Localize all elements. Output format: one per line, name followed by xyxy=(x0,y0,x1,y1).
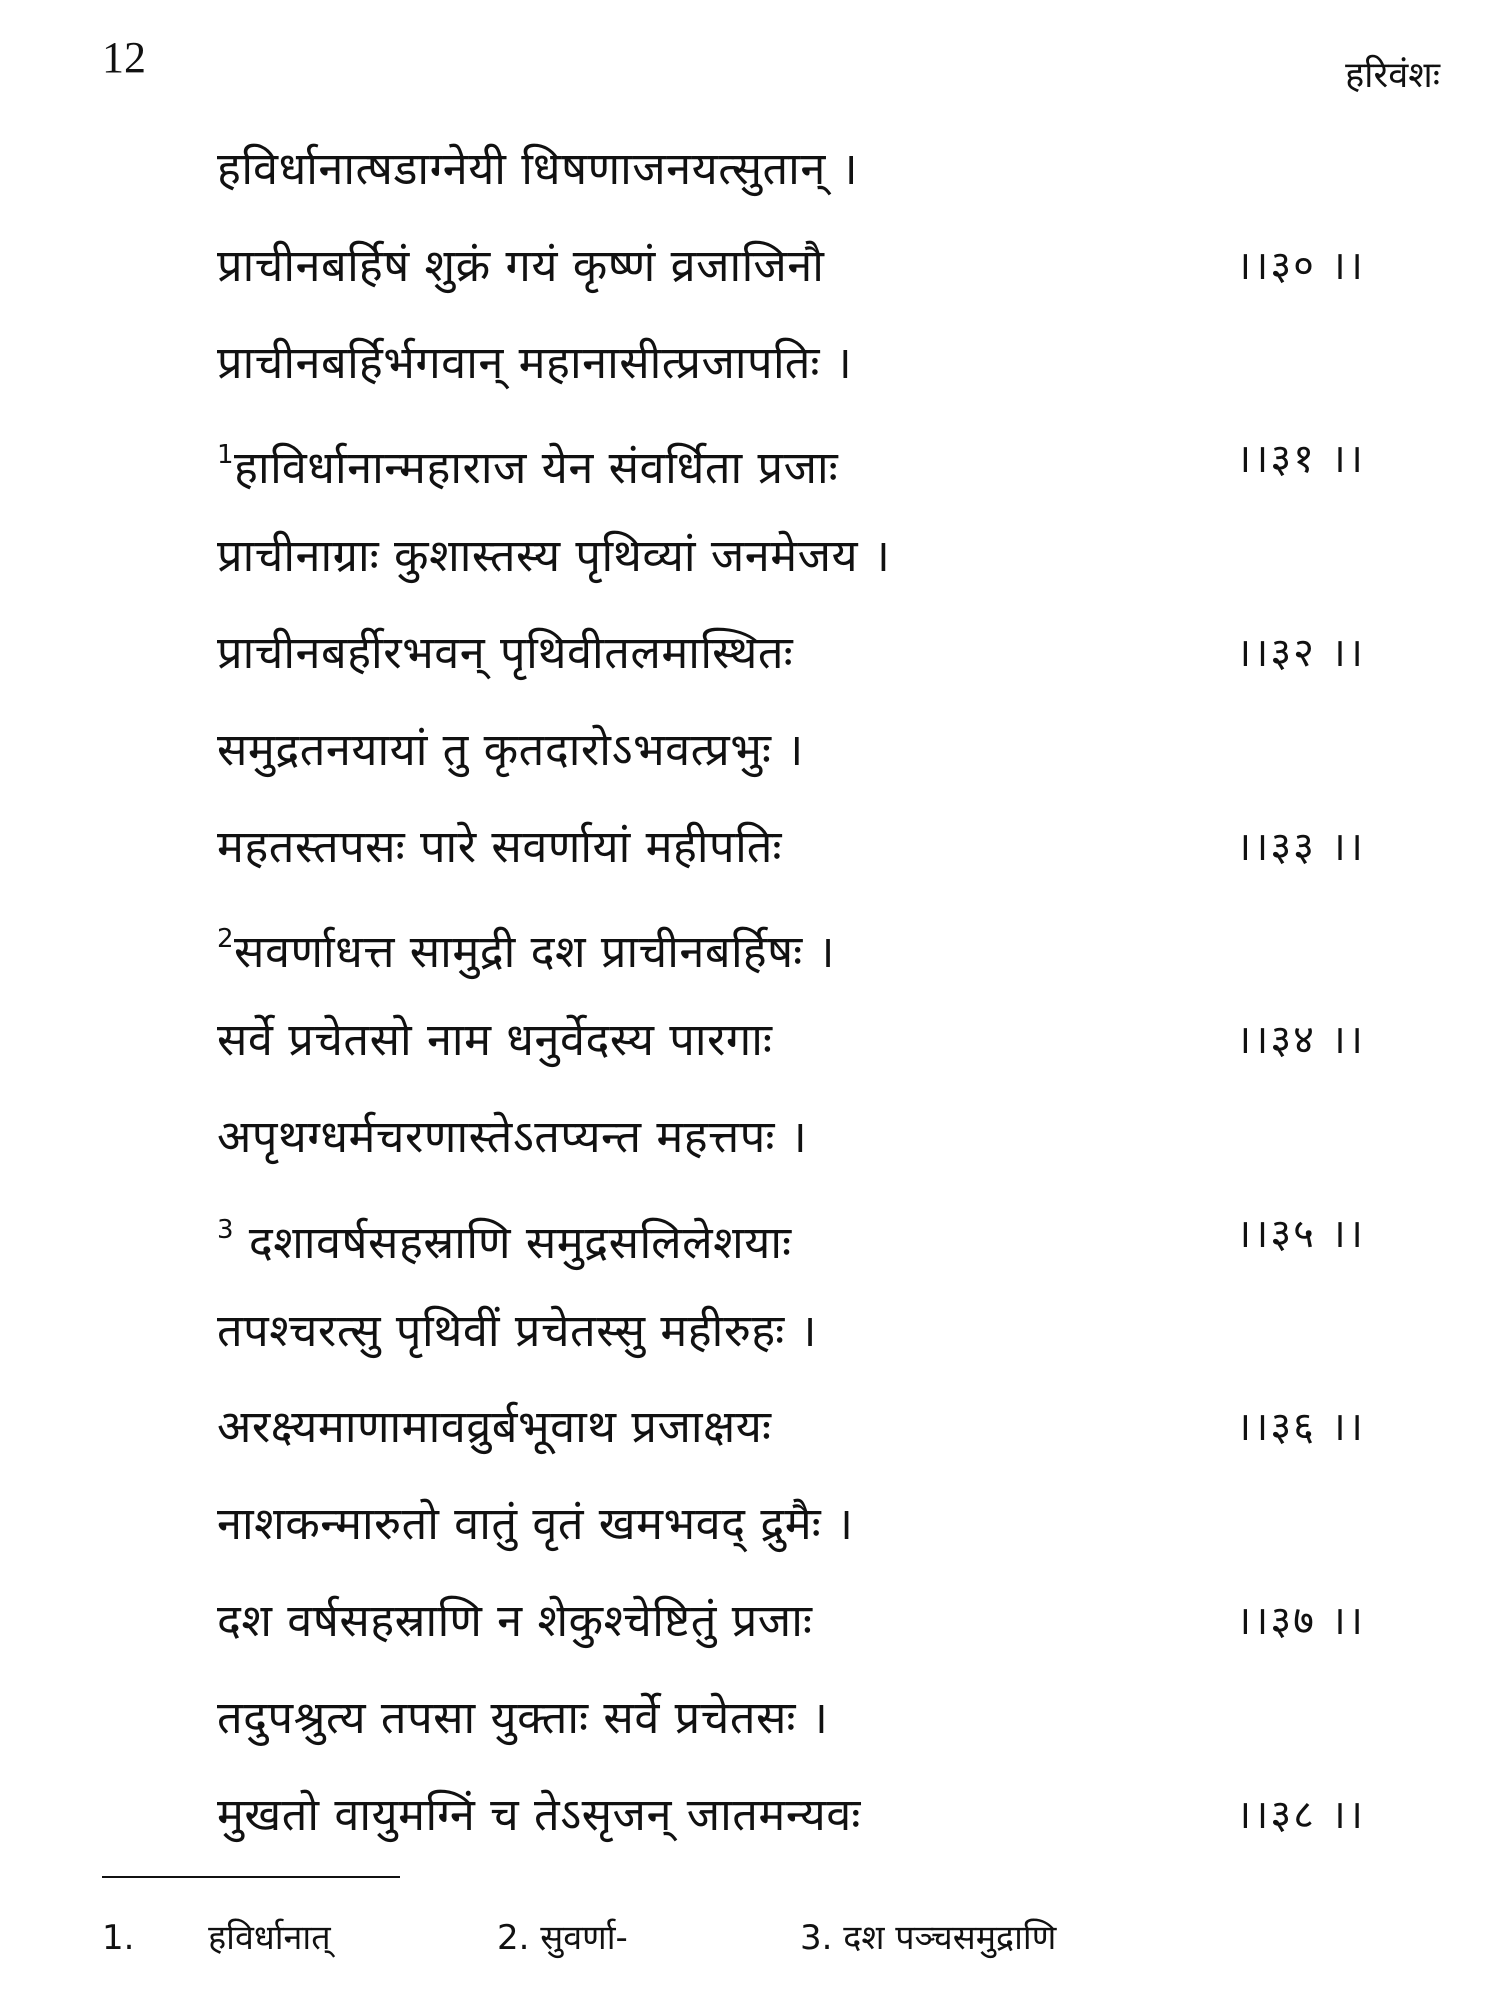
verse-line xyxy=(217,1105,1417,1202)
footnote-text: दश पञ्चसमुद्राणि xyxy=(843,1918,1057,1958)
footnotes xyxy=(102,1912,1402,1972)
verse-line xyxy=(217,524,1417,621)
verse-number: ।।३३ ।। xyxy=(1236,823,1365,870)
verse-number: ।।३८ ।। xyxy=(1236,1791,1365,1838)
page-number: 12 xyxy=(102,33,146,82)
footnote-text: सुवर्णा- xyxy=(540,1918,628,1958)
verse-block xyxy=(217,137,1417,1879)
footnote-item xyxy=(800,1912,1056,1964)
footnote-rule xyxy=(102,1876,400,1878)
verse-line xyxy=(217,234,1417,331)
verse-line xyxy=(217,1008,1417,1105)
verse-line xyxy=(217,718,1417,815)
verse-line xyxy=(217,331,1417,428)
verse-number: ।।३६ ।। xyxy=(1236,1404,1365,1451)
verse-line-text: $^1$हाविर्धानान्महाराज येन संवर्धिता प्रजाः xyxy=(217,440,839,495)
footnote-marker: 2 xyxy=(217,924,235,955)
verse-line-text: अपृथग्धर्मचरणास्तेऽतप्यन्त महत्तपः । xyxy=(217,1109,808,1163)
footnote-item xyxy=(102,1912,331,1964)
verse-line-text: अरक्ष्यमाणामावव्रुर्बभूवाथ प्रजाक्षयः xyxy=(217,1400,772,1454)
verse-number: ।।३१ ।। xyxy=(1236,436,1365,483)
verse-line-text: प्राचीनाग्राः कुशास्तस्य पृथिव्यां जनमेजय । xyxy=(217,529,891,583)
verse-line-text: प्राचीनबर्हिषं शुक्रं गयं कृष्णं व्रजाजिनौ xyxy=(217,238,825,292)
footnote-text: हविर्धानात् xyxy=(208,1918,331,1958)
verse-line-text: $^2$सवर्णाधत्त सामुद्री दश प्राचीनबर्हिषः । xyxy=(217,924,836,979)
verse-line-text: प्राचीनबर्हीरभवन् पृथिवीतलमास्थितः xyxy=(217,625,794,679)
verse-line-text: मुखतो वायुमग्निं च तेऽसृजन् जातमन्यवः xyxy=(217,1787,861,1841)
verse-line-text: महतस्तपसः पारे सवर्णायां महीपतिः xyxy=(217,819,783,873)
verse-line xyxy=(217,427,1417,524)
footnote-number: 1. xyxy=(102,1918,135,1958)
verse-line xyxy=(217,1783,1417,1880)
verse-number: ।।३७ ।। xyxy=(1236,1597,1365,1644)
verse-line-text: सर्वे प्रचेतसो नाम धनुर्वेदस्य पारगाः xyxy=(217,1013,773,1067)
verse-line xyxy=(217,1589,1417,1686)
footnote-number: 3. xyxy=(800,1918,833,1958)
verse-line-text: हविर्धानात्षडाग्नेयी धिषणाजनयत्सुतान् । xyxy=(217,142,859,195)
verse-line xyxy=(217,1492,1417,1589)
verse-line-text: समुद्रतनयायां तु कृतदारोऽभवत्प्रभुः । xyxy=(217,722,804,776)
verse-line xyxy=(217,1686,1417,1783)
verse-line xyxy=(217,1299,1417,1396)
verse-number: ।।३४ ।। xyxy=(1236,1017,1365,1064)
verse-line-text: प्राचीनबर्हिर्भगवान् महानासीत्प्रजापतिः । xyxy=(217,335,853,389)
verse-line-text: तदुपश्रुत्य तपसा युक्ताः सर्वे प्रचेतसः । xyxy=(217,1690,829,1744)
verse-line xyxy=(217,911,1417,1008)
verse-number: ।।३० ।। xyxy=(1236,242,1365,289)
footnote-item xyxy=(497,1912,628,1964)
verse-line-text: दश वर्षसहस्राणि न शेकुश्चेष्टितुं प्रजाः xyxy=(217,1593,813,1647)
verse-number: ।।३५ ।। xyxy=(1236,1210,1365,1257)
verse-line-text: नाशकन्मारुतो वातुं वृतं खमभवद् द्रुमैः । xyxy=(217,1497,854,1551)
running-head: हरिवंशः xyxy=(1345,55,1440,96)
footnote-number: 2. xyxy=(497,1918,530,1958)
verse-line-text: तपश्चरत्सु पृथिवीं प्रचेतस्सु महीरुहः । xyxy=(217,1303,818,1357)
verse-line xyxy=(217,1202,1417,1299)
verse-line-text: $^3$ दशावर्षसहस्राणि समुद्रसलिलेशयाः xyxy=(217,1214,792,1269)
verse-line xyxy=(217,137,1417,234)
verse-line xyxy=(217,1395,1417,1492)
footnote-marker: 3 xyxy=(217,1214,235,1245)
verse-line xyxy=(217,815,1417,912)
verse-line xyxy=(217,621,1417,718)
footnote-marker: 1 xyxy=(217,440,235,471)
verse-number: ।।३२ ।। xyxy=(1236,629,1365,676)
